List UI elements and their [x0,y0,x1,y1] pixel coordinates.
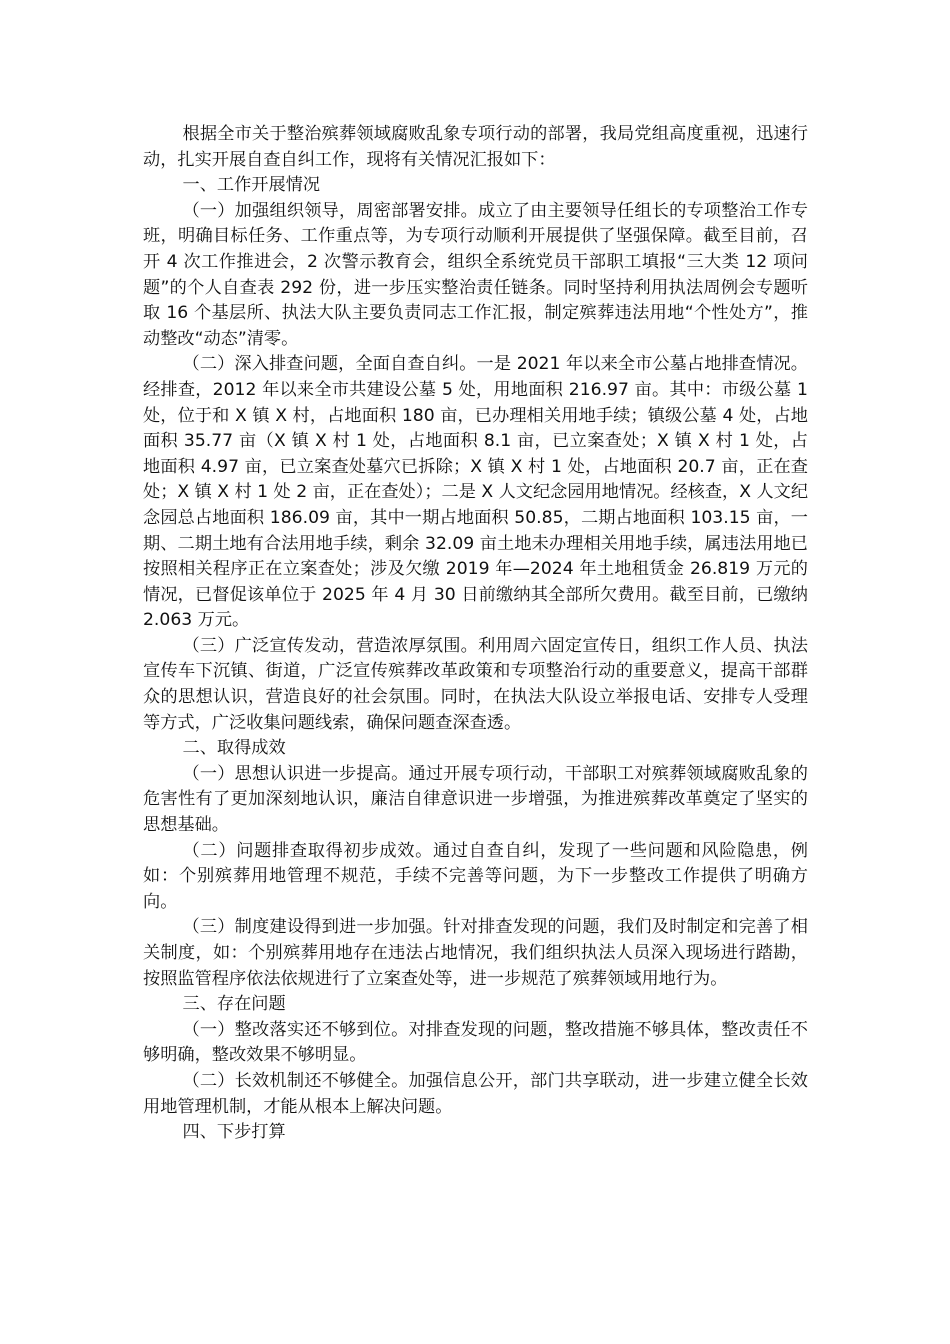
section-1-item-1: （一）加强组织领导，周密部署安排。成立了由主要领导任组长的专项整治工作专班，明确目标任务、工作重点等，为专项行动顺利开展提供了坚强保障。截至目前，召开 4 次工作推进会，2 次警示教育会，组织全系统党员干部职工填报“三大类 12 项问题”的个人自查表 292 份，进一步压实整治责任链条。同时坚持利用执法周例会专题听取 16 个基层所、执法大队主要负责同志工作汇报，制定殡葬违法用地“个性处方”，推动整改“动态”清零。 [143,200,808,349]
section-1-item-2: （二）深入排查问题，全面自查自纠。一是 2021 年以来全市公墓占地排查情况。经排查，2012 年以来全市共建设公墓 5 处，用地面积 216.97 亩。其中：市级公墓 1 处，位于和 X 镇 X 村，占地面积 180 亩，已办理相关用地手续；镇级公墓 4 处，占地面积 35.77 亩（X 镇 X 村 1 处，占地面积 8.1 亩，已立案查处；X 镇 X 村 1 处，占地面积 4.97 亩，已立案查处墓穴已拆除；X 镇 X 村 1 处，占地面积 20.7 亩，正在查处；X 镇 X 村 1 处 2 亩，正在查处）；二是 X 人文纪念园用地情况。经核查，X 人文纪念园总占地面积 186.09 亩，其中一期占地面积 50.85，二期占地面积 103.15 亩，一期、二期土地有合法用地手续，剩余 32.09 亩土地未办理相关用地手续，属违法用地已按照相关程序正在立案查处；涉及欠缴 2019 年—2024 年土地租赁金 26.819 万元的情况，已督促该单位于 2025 年 4 月 30 日前缴纳其全部所欠费用。截至目前，已缴纳 2.063 万元。 [143,354,809,631]
section-3-item-1: （一）整改落实还不够到位。对排查发现的问题，整改措施不够具体，整改责任不够明确，整改效果不够明显。 [143,1019,808,1066]
section-1-heading: 一、工作开展情况 [182,175,321,196]
section-2-item-2: （二）问题排查取得初步成效。通过自查自纠，发现了一些问题和风险隐患，例如：个别殡葬用地管理不规范，手续不完善等问题，为下一步整改工作提供了明确方向。 [143,840,808,912]
section-1-item-3: （三）广泛宣传发动，营造浓厚氛围。利用周六固定宣传日，组织工作人员、执法宣传车下沉镇、街道，广泛宣传殡葬改革政策和专项整治行动的重要意义，提高干部群众的思想认识，营造良好的社会氛围。同时，在执法大队设立举报电话、安排专人受理等方式，广泛收集问题线索，确保问题查深查透。 [143,635,808,733]
section-2-heading: 二、取得成效 [182,738,286,759]
section-4-heading: 四、下步打算 [182,1122,286,1143]
section-3-item-2: （二）长效机制还不够健全。加强信息公开，部门共享联动，进一步建立健全长效用地管理机制，才能从根本上解决问题。 [143,1070,808,1117]
intro-paragraph: 根据全市关于整治殡葬领域腐败乱象专项行动的部署，我局党组高度重视，迅速行动，扎实开展自查自纠工作，现将有关情况汇报如下： [143,124,808,170]
document-body [143,122,808,1146]
section-2-item-1: （一）思想认识进一步提高。通过开展专项行动，干部职工对殡葬领域腐败乱象的危害性有了更加深刻地认识，廉洁自律意识进一步增强，为推进殡葬改革奠定了坚实的思想基础。 [143,763,808,836]
section-3-heading: 三、存在问题 [182,994,286,1015]
section-2-item-3: （三）制度建设得到进一步加强。针对排查发现的问题，我们及时制定和完善了相关制度，如：个别殡葬用地存在违法占地情况，我们组织执法人员深入现场进行踏勘，按照监管程序依法依规进行了立案查处等，进一步规范了殡葬领域用地行为。 [143,917,808,989]
